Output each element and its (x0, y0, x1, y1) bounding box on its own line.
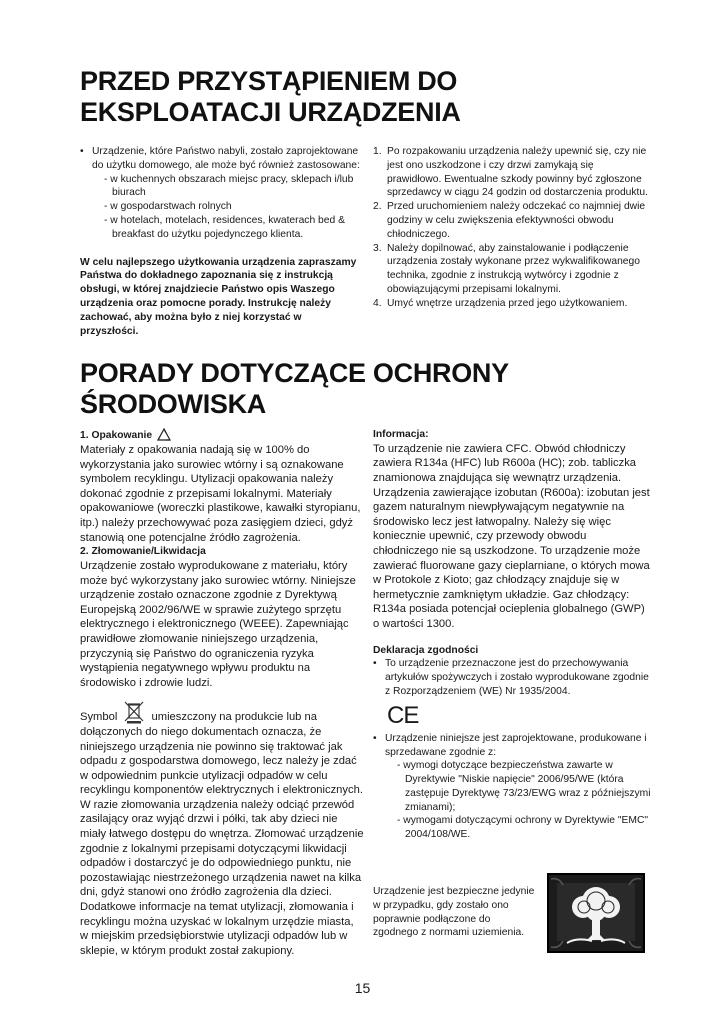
directive-item: - wymogi dotyczące bezpieczeństwa zawarte w Dyrektywie "Niskie napięcie" 2006/95/WE (która zastępuje Dyrektywę 73/23/EWG wraz z późniejszymi zmianami); (397, 760, 651, 813)
declaration-text: To urządzenie przeznaczone jest do przechowywania artykułów spożywczych i zostało wyprodukowane zgodnie z Rozporządzeniem (WE) Nr 1935/2004. (385, 658, 649, 697)
item-text: Należy dopilnować, aby zainstalowanie i podłączenie urządzenia zostały wykonane przez wykwalifikowanego technika, zgodnie z instrukcją wytwórcy i zgodnie z obowiązującymi przepisami lokalnymi. (387, 242, 640, 295)
declaration-heading: Deklaracja zgodności (373, 644, 479, 656)
grounding-note: Urządzenie jest bezpieczne jedynie w przypadku, gdy zostało ono poprawnie podłączone do zgodnego z normami uziemienia. (373, 886, 535, 939)
disposal-text: Urządzenie zostało wyprodukowane z materiału, który może być wykorzystany jako surowiec wtórny. Niniejsze urządzenie zostało oznaczone zgodnie z Dyrektywą Europejską 2002/96/WE w sprawie zużytego sprzętu elektrycznego i elektronicznego (WEEE). Zapewniając prawidłowe złomowanie niniejszego urządzenia, przyczynią się Państwo do ograniczenia ryzyka wystąpienia negatywnego wpływu produktu na środowisko i zdrowie ludzi. (80, 559, 356, 689)
item-number: 3. (373, 242, 382, 254)
ce-mark-wrap (373, 701, 653, 729)
item-number: 2. (373, 201, 382, 213)
usage-intro: Urządzenie, które Państwo nabyli, zostało zaprojektowane do użytku domowego, ale może być również zastosowane: (92, 146, 360, 171)
title-line: ŚRODOWISKA (80, 389, 267, 419)
title-line: EKSPLOATACJI URZĄDZENIA (80, 97, 461, 127)
declaration-text: Urządzenie niniejsze jest zaprojektowane, produkowane i sprzedawane zgodnie z: (385, 732, 647, 758)
symbol-word: Symbol (80, 711, 118, 724)
intro-left-column (80, 145, 362, 338)
usage-bullet (80, 145, 362, 242)
directive-item: - wymogami dotyczącymi ochrony w Dyrektywie "EMC" 2004/108/WE. (397, 815, 649, 841)
numbered-item (373, 297, 648, 311)
tree-illustration (547, 873, 645, 953)
intro-right-column (373, 145, 648, 311)
section-title-before-use (80, 66, 461, 128)
section-title-environment (80, 358, 509, 420)
item-text: Przed uruchomieniem należy odczekać co najmniej dwie godziny w celu zwiększenia efektywności obwodu chłodniczego. (387, 201, 646, 240)
item-text: Umyć wnętrze urządzenia przed jego użytkowaniem. (387, 297, 628, 309)
info-heading: Informacja: (373, 429, 429, 440)
title-line: PRZED PRZYSTĄPIENIEM DO (80, 66, 458, 96)
info-text: To urządzenie nie zawiera CFC. Obwód chłodniczy zawiera R134a (HFC) lub R600a (HC); zob. tabliczka znamionowa znajdująca się wewnątrz urządzenia. Urządzenia zawierające izobutan (R600a): izobutan jest gazem naturalnym niewpływającym negatywnie na środowisko lecz jest łatwopalny. Należy się więc koniecznie upewnić, czy przewody obwodu chłodniczego nie są uszkodzone. To urządzenie może zawierać fluorowane gazy cieplarniane, o których mowa w Protokole z Kioto; gaz chłodzący znajduje się w hermetycznie zamkniętym układzie. Gaz chłodzący: R134a posiada potencjał ocieplenia globalnego (GWP) o wartości 1300. (373, 442, 650, 630)
item-number: 1. (373, 146, 382, 157)
usage-sub-item: - w gospodarstwach rolnych (104, 201, 232, 213)
numbered-item (373, 145, 648, 200)
environment-left-column (80, 428, 364, 958)
crossed-bin-icon (123, 700, 145, 724)
declaration-bullet (373, 657, 653, 698)
numbered-item (373, 200, 648, 241)
symbol-paragraph (80, 700, 364, 958)
read-instructions-note: W celu najlepszego użytkowania urządzenia zapraszamy Państwa do dokładnego zapoznania się z instrukcją obsługi, w której znajdziecie Państwo opis Waszego urządzenia oraz pomocne porady. Instrukcję należy zachować, aby można było z niej korzystać w przyszłości. (80, 256, 357, 337)
declaration-bullet (373, 732, 653, 842)
disposal-heading: 2. Złomowanie/Likwidacja (80, 546, 206, 558)
item-text: Po rozpakowaniu urządzenia należy upewnić się, czy nie jest ono uszkodzone i czy drzwi zamykają się prawidłowo. Ewentualne szkody powinny być zgłoszone sprzedawcy w ciągu 24 godzin od dostarczenia produktu. (387, 146, 649, 199)
packaging-text: Materiały z opakowania nadają się w 100% do wykorzystania jako surowiec wtórny i są oznakowane symbolem recyklingu. Utylizacji opakowania należy dokonać zgodnie z przepisami lokalnymi. Materiały opakowaniowe (woreczki plastikowe, kawałki styropianu, itp.) należy przechowywać poza zasięgiem dzieci, gdyż stanowią one potencjalne źródło zagrożenia. (80, 444, 361, 544)
bullet-mark: • (373, 732, 377, 744)
bullet-mark: • (80, 146, 84, 157)
usage-sub-item: - w hotelach, motelach, residences, kwaterach bed & breakfast do użytku pojedynczego klienta. (104, 214, 345, 240)
page-number: 15 (354, 980, 371, 996)
recycle-icon (155, 428, 173, 443)
item-number: 4. (373, 297, 382, 309)
packaging-heading (80, 428, 364, 443)
ce-mark: CE (387, 701, 419, 729)
bullet-mark: • (373, 658, 377, 670)
symbol-text: umieszczony na produkcie lub na dołączonych do niego dokumentach oznacza, że niniejszego urządzenia nie powinno się traktować jak odpadu z gospodarstwa domowego, lecz należy je zdać w odpowiednim punkcie utylizacji odpadów w celu recyklingu komponentów elektrycznych i elektronicznych. W razie złomowania urządzenia należy odciąć przewód zasilający oraz wyjąć drzwi i półki, tak aby dzieci nie miały łatwego dostępu do wnętrza. Złomować urządzenie zgodnie z lokalnymi przepisami dotyczącymi likwidacji odpadów i dostarczyć je do odpowiedniego punktu, nie pozostawiając niestrzeżonego urządzenia nawet na kilka dni, gdyż stanowi ono źródło zagrożenia dla dzieci. Dodatkowe informacje na temat utylizacji, złomowania i recyklingu można uzyskać w lokalnym urzędzie miasta, w miejskim przedsiębiorstwie utylizacji odpadów lub w sklepie, w którym produkt został zakupiony. (80, 711, 364, 957)
usage-sub-item: - w kuchennych obszarach miejsc pracy, sklepach i/lub biurach (104, 173, 354, 199)
numbered-item (373, 242, 648, 297)
environment-right-column (373, 428, 653, 842)
title-line: PORADY DOTYCZĄCE OCHRONY (80, 358, 509, 388)
packaging-heading-text: 1. Opakowanie (80, 430, 153, 442)
